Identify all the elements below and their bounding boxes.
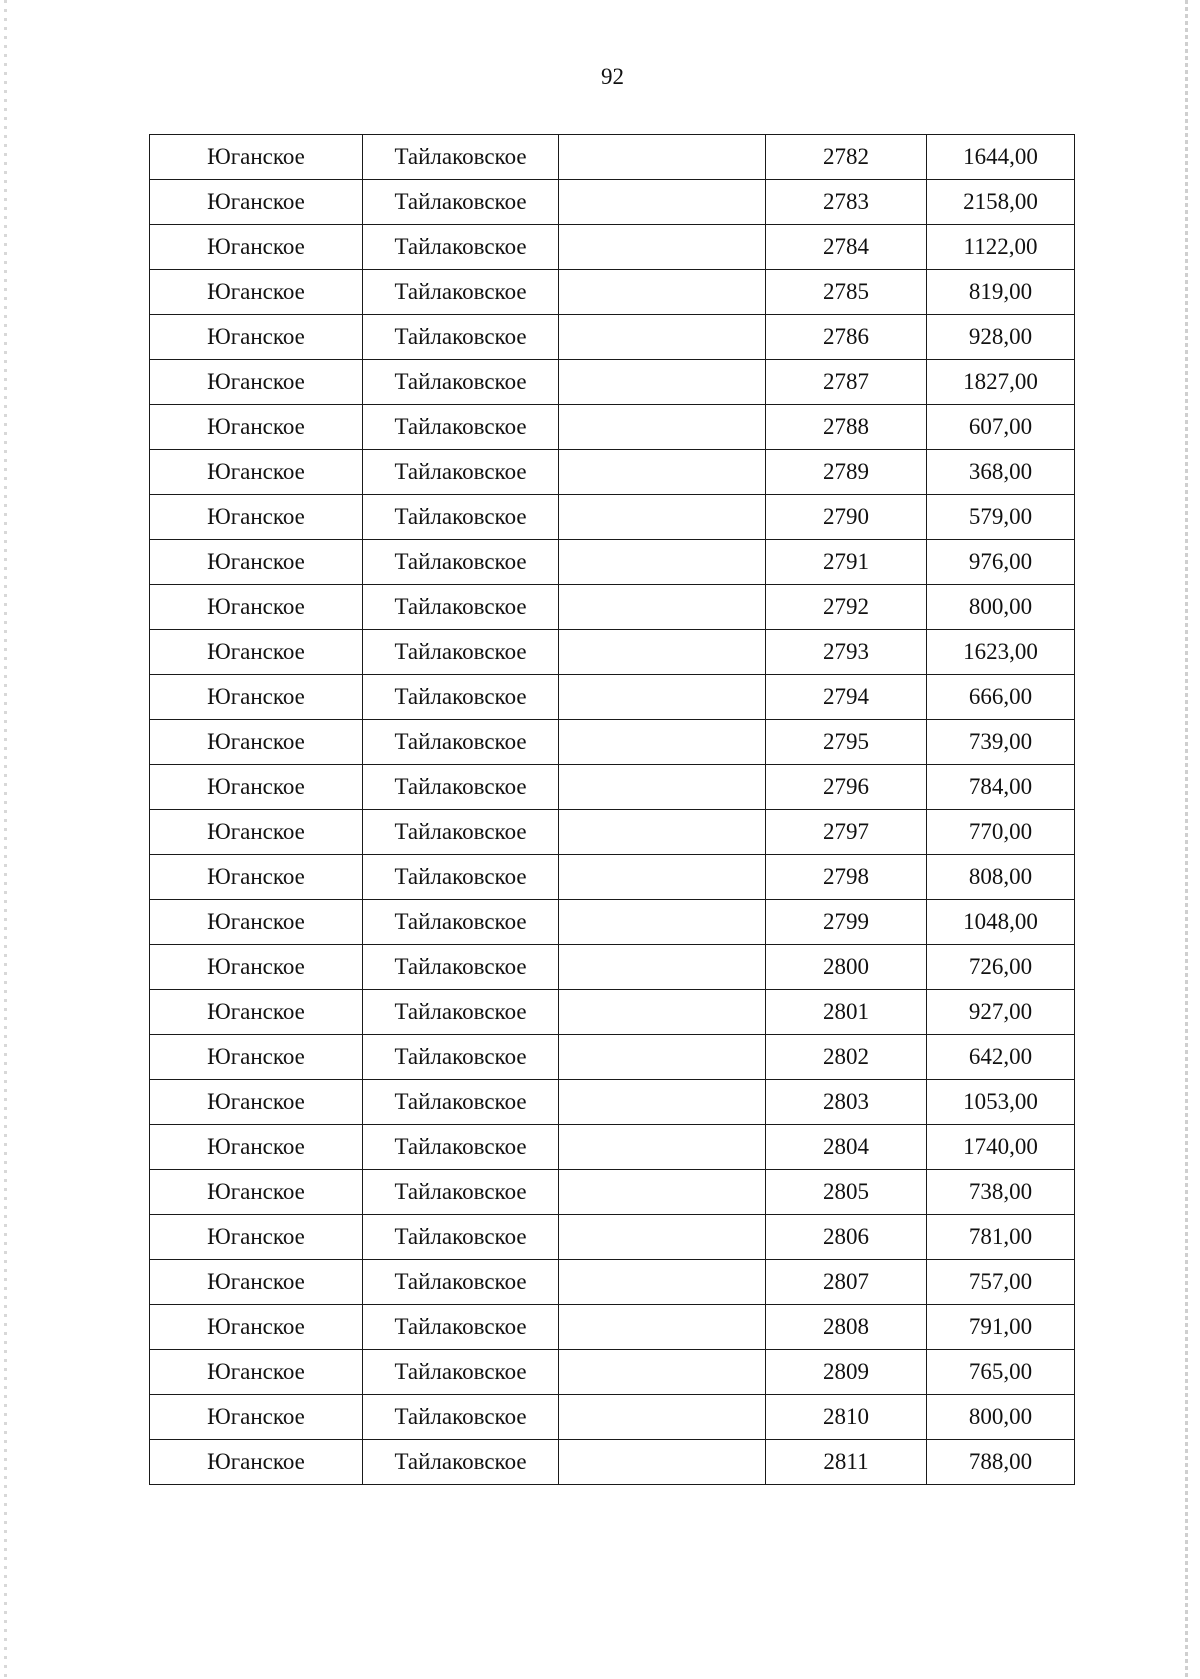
number-cell: 2808 — [766, 1305, 927, 1350]
value-cell: 757,00 — [927, 1260, 1075, 1305]
empty-cell — [559, 315, 766, 360]
value-cell: 1122,00 — [927, 225, 1075, 270]
table-row — [150, 405, 1075, 450]
value-cell: 368,00 — [927, 450, 1075, 495]
number-cell: 2783 — [766, 180, 927, 225]
value-cell: 928,00 — [927, 315, 1075, 360]
value-cell: 1827,00 — [927, 360, 1075, 405]
table-row — [150, 1305, 1075, 1350]
table-row — [150, 495, 1075, 540]
number-cell: 2791 — [766, 540, 927, 585]
empty-cell — [559, 180, 766, 225]
empty-cell — [559, 225, 766, 270]
value-cell: 781,00 — [927, 1215, 1075, 1260]
empty-cell — [559, 135, 766, 180]
number-cell: 2803 — [766, 1080, 927, 1125]
deposit-cell: Юганское — [150, 1035, 363, 1080]
area-cell: Тайлаковское — [363, 225, 559, 270]
deposit-cell: Юганское — [150, 1170, 363, 1215]
deposit-cell: Юганское — [150, 360, 363, 405]
number-cell: 2797 — [766, 810, 927, 855]
number-cell: 2796 — [766, 765, 927, 810]
number-cell: 2785 — [766, 270, 927, 315]
deposit-cell: Юганское — [150, 765, 363, 810]
empty-cell — [559, 360, 766, 405]
empty-cell — [559, 945, 766, 990]
value-cell: 808,00 — [927, 855, 1075, 900]
empty-cell — [559, 1440, 766, 1485]
table-row — [150, 315, 1075, 360]
number-cell: 2805 — [766, 1170, 927, 1215]
table-row — [150, 135, 1075, 180]
deposit-cell: Юганское — [150, 630, 363, 675]
number-cell: 2786 — [766, 315, 927, 360]
value-cell: 739,00 — [927, 720, 1075, 765]
page-number: 92 — [601, 64, 624, 89]
empty-cell — [559, 1395, 766, 1440]
empty-cell — [559, 585, 766, 630]
number-cell: 2802 — [766, 1035, 927, 1080]
area-cell: Тайлаковское — [363, 270, 559, 315]
area-cell: Тайлаковское — [363, 720, 559, 765]
deposit-cell: Юганское — [150, 990, 363, 1035]
empty-cell — [559, 270, 766, 315]
value-cell: 726,00 — [927, 945, 1075, 990]
area-cell: Тайлаковское — [363, 540, 559, 585]
deposit-cell: Юганское — [150, 315, 363, 360]
deposit-cell: Юганское — [150, 1395, 363, 1440]
empty-cell — [559, 765, 766, 810]
value-cell: 784,00 — [927, 765, 1075, 810]
area-cell: Тайлаковское — [363, 1440, 559, 1485]
table-row — [150, 765, 1075, 810]
area-cell: Тайлаковское — [363, 135, 559, 180]
table-row — [150, 1125, 1075, 1170]
table-row — [150, 1440, 1075, 1485]
area-cell: Тайлаковское — [363, 585, 559, 630]
number-cell: 2790 — [766, 495, 927, 540]
deposit-cell: Юганское — [150, 1350, 363, 1395]
table-row — [150, 1215, 1075, 1260]
number-cell: 2792 — [766, 585, 927, 630]
empty-cell — [559, 1215, 766, 1260]
table-row — [150, 585, 1075, 630]
deposit-cell: Юганское — [150, 225, 363, 270]
table-row — [150, 630, 1075, 675]
deposit-cell: Юганское — [150, 1440, 363, 1485]
number-cell: 2806 — [766, 1215, 927, 1260]
deposit-cell: Юганское — [150, 810, 363, 855]
area-cell: Тайлаковское — [363, 855, 559, 900]
value-cell: 1644,00 — [927, 135, 1075, 180]
empty-cell — [559, 675, 766, 720]
number-cell: 2787 — [766, 360, 927, 405]
number-cell: 2809 — [766, 1350, 927, 1395]
data-table — [149, 134, 1075, 1485]
deposit-cell: Юганское — [150, 450, 363, 495]
empty-cell — [559, 1350, 766, 1395]
table-row — [150, 1260, 1075, 1305]
table-row — [150, 1170, 1075, 1215]
number-cell: 2811 — [766, 1440, 927, 1485]
empty-cell — [559, 1035, 766, 1080]
area-cell: Тайлаковское — [363, 315, 559, 360]
empty-cell — [559, 1125, 766, 1170]
table-row — [150, 540, 1075, 585]
table-row — [150, 1350, 1075, 1395]
empty-cell — [559, 720, 766, 765]
empty-cell — [559, 990, 766, 1035]
deposit-cell: Юганское — [150, 585, 363, 630]
deposit-cell: Юганское — [150, 1125, 363, 1170]
area-cell: Тайлаковское — [363, 450, 559, 495]
value-cell: 819,00 — [927, 270, 1075, 315]
table-row — [150, 360, 1075, 405]
empty-cell — [559, 810, 766, 855]
table-row — [150, 810, 1075, 855]
number-cell: 2798 — [766, 855, 927, 900]
area-cell: Тайлаковское — [363, 405, 559, 450]
deposit-cell: Юганское — [150, 270, 363, 315]
table-row — [150, 450, 1075, 495]
value-cell: 1623,00 — [927, 630, 1075, 675]
table-body — [150, 135, 1075, 1485]
number-cell: 2794 — [766, 675, 927, 720]
area-cell: Тайлаковское — [363, 990, 559, 1035]
deposit-cell: Юганское — [150, 180, 363, 225]
deposit-cell: Юганское — [150, 1305, 363, 1350]
value-cell: 607,00 — [927, 405, 1075, 450]
table-row — [150, 900, 1075, 945]
empty-cell — [559, 1260, 766, 1305]
value-cell: 927,00 — [927, 990, 1075, 1035]
area-cell: Тайлаковское — [363, 1350, 559, 1395]
number-cell: 2782 — [766, 135, 927, 180]
number-cell: 2807 — [766, 1260, 927, 1305]
area-cell: Тайлаковское — [363, 1035, 559, 1080]
area-cell: Тайлаковское — [363, 1170, 559, 1215]
empty-cell — [559, 540, 766, 585]
value-cell: 642,00 — [927, 1035, 1075, 1080]
number-cell: 2784 — [766, 225, 927, 270]
empty-cell — [559, 900, 766, 945]
deposit-cell: Юганское — [150, 1215, 363, 1260]
value-cell: 1048,00 — [927, 900, 1075, 945]
value-cell: 791,00 — [927, 1305, 1075, 1350]
table-row — [150, 720, 1075, 765]
number-cell: 2804 — [766, 1125, 927, 1170]
number-cell: 2801 — [766, 990, 927, 1035]
empty-cell — [559, 1080, 766, 1125]
value-cell: 976,00 — [927, 540, 1075, 585]
value-cell: 2158,00 — [927, 180, 1075, 225]
table-row — [150, 1080, 1075, 1125]
value-cell: 579,00 — [927, 495, 1075, 540]
table-row — [150, 1395, 1075, 1440]
empty-cell — [559, 495, 766, 540]
empty-cell — [559, 630, 766, 675]
empty-cell — [559, 855, 766, 900]
area-cell: Тайлаковское — [363, 1305, 559, 1350]
deposit-cell: Юганское — [150, 405, 363, 450]
area-cell: Тайлаковское — [363, 945, 559, 990]
value-cell: 1740,00 — [927, 1125, 1075, 1170]
area-cell: Тайлаковское — [363, 765, 559, 810]
deposit-cell: Юганское — [150, 495, 363, 540]
number-cell: 2788 — [766, 405, 927, 450]
value-cell: 666,00 — [927, 675, 1075, 720]
value-cell: 800,00 — [927, 1395, 1075, 1440]
area-cell: Тайлаковское — [363, 900, 559, 945]
deposit-cell: Юганское — [150, 135, 363, 180]
area-cell: Тайлаковское — [363, 1260, 559, 1305]
table-row — [150, 990, 1075, 1035]
value-cell: 800,00 — [927, 585, 1075, 630]
table-row — [150, 675, 1075, 720]
deposit-cell: Юганское — [150, 900, 363, 945]
scan-edge-right — [1185, 0, 1188, 1679]
deposit-cell: Юганское — [150, 675, 363, 720]
scan-edge-left — [4, 0, 7, 1679]
deposit-cell: Юганское — [150, 1260, 363, 1305]
area-cell: Тайлаковское — [363, 1125, 559, 1170]
area-cell: Тайлаковское — [363, 1215, 559, 1260]
value-cell: 788,00 — [927, 1440, 1075, 1485]
table-row — [150, 945, 1075, 990]
area-cell: Тайлаковское — [363, 675, 559, 720]
area-cell: Тайлаковское — [363, 360, 559, 405]
value-cell: 1053,00 — [927, 1080, 1075, 1125]
table-row — [150, 1035, 1075, 1080]
table-row — [150, 270, 1075, 315]
value-cell: 765,00 — [927, 1350, 1075, 1395]
empty-cell — [559, 450, 766, 495]
table-row — [150, 855, 1075, 900]
deposit-cell: Юганское — [150, 540, 363, 585]
number-cell: 2810 — [766, 1395, 927, 1440]
empty-cell — [559, 405, 766, 450]
table-row — [150, 180, 1075, 225]
number-cell: 2793 — [766, 630, 927, 675]
area-cell: Тайлаковское — [363, 495, 559, 540]
deposit-cell: Юганское — [150, 1080, 363, 1125]
area-cell: Тайлаковское — [363, 630, 559, 675]
number-cell: 2795 — [766, 720, 927, 765]
value-cell: 770,00 — [927, 810, 1075, 855]
number-cell: 2789 — [766, 450, 927, 495]
deposit-cell: Юганское — [150, 720, 363, 765]
empty-cell — [559, 1305, 766, 1350]
area-cell: Тайлаковское — [363, 180, 559, 225]
number-cell: 2800 — [766, 945, 927, 990]
value-cell: 738,00 — [927, 1170, 1075, 1215]
deposit-cell: Юганское — [150, 855, 363, 900]
deposit-cell: Юганское — [150, 945, 363, 990]
area-cell: Тайлаковское — [363, 1080, 559, 1125]
area-cell: Тайлаковское — [363, 1395, 559, 1440]
number-cell: 2799 — [766, 900, 927, 945]
area-cell: Тайлаковское — [363, 810, 559, 855]
table-row — [150, 225, 1075, 270]
empty-cell — [559, 1170, 766, 1215]
